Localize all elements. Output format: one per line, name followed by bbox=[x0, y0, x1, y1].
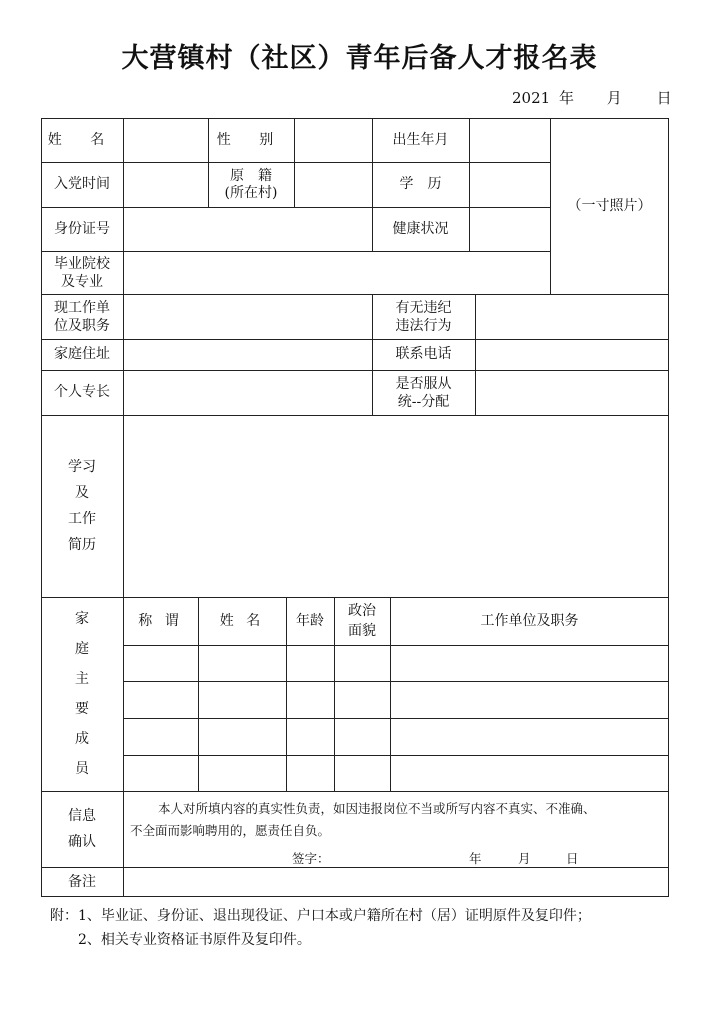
name-label: 姓 名 bbox=[47, 131, 117, 148]
origin-label: 原 籍 (所在村) bbox=[224, 167, 278, 201]
confirmation-text-2: 不全面而影响聘用的，愿责任自负。 bbox=[130, 823, 331, 838]
confirmation-label: 信息 确认 bbox=[68, 808, 96, 850]
school-label: 毕业院校 及专业 bbox=[54, 255, 110, 290]
date-month-label: 月 bbox=[606, 89, 622, 107]
form-title: 大营镇村（社区）青年后备人才报名表 bbox=[121, 43, 598, 74]
gender-label: 性 别 bbox=[216, 131, 286, 148]
family-header-name: 姓 名 bbox=[219, 612, 265, 629]
photo-placeholder: （一寸照片） bbox=[567, 197, 652, 214]
family-header-politics: 政治 面貌 bbox=[348, 603, 376, 639]
birth-label: 出生年月 bbox=[392, 131, 449, 148]
party-join-label: 入党时间 bbox=[54, 176, 110, 192]
id-number-label: 身份证号 bbox=[54, 220, 110, 237]
health-label: 健康状况 bbox=[392, 220, 449, 237]
note-line-2: 2、相关专业资格证书原件及复印件。 bbox=[78, 932, 311, 948]
resume-label: 学习 及 工作 简历 bbox=[68, 459, 96, 553]
violation-label: 有无违纪 违法行为 bbox=[395, 299, 452, 334]
education-label: 学 历 bbox=[399, 176, 442, 192]
confirmation-text-1: 本人对所填内容的真实性负责，如因违报岗位不当或所写内容不真实、不准确、 bbox=[158, 801, 596, 816]
skill-label: 个人专长 bbox=[54, 384, 110, 400]
family-header-work: 工作单位及职务 bbox=[480, 612, 579, 629]
signature-label: 签字： bbox=[292, 851, 330, 866]
date-day-label: 日 bbox=[656, 89, 672, 107]
assignment-label: 是否服从 统--分配 bbox=[395, 375, 452, 410]
family-header-age: 年龄 bbox=[296, 612, 324, 629]
address-label: 家庭住址 bbox=[54, 346, 110, 362]
remarks-label: 备注 bbox=[68, 873, 96, 890]
family-header-relation: 称 谓 bbox=[138, 612, 183, 629]
family-members-label: 家 庭 主 要 成 员 bbox=[75, 611, 89, 777]
confirmation-statement bbox=[130, 798, 660, 842]
date-year-label: 年 bbox=[558, 89, 574, 107]
date-year-value: 2021 bbox=[512, 89, 551, 107]
attachment-notes bbox=[50, 904, 591, 952]
confirm-year-label: 年 bbox=[469, 851, 482, 866]
form-date bbox=[512, 87, 672, 108]
note-line-1: 附：1、毕业证、身份证、退出现役证、户口本或户籍所在村（居）证明原件及复印件； bbox=[50, 908, 591, 924]
confirm-month-label: 月 bbox=[518, 851, 531, 866]
confirm-day-label: 日 bbox=[566, 851, 579, 866]
work-unit-label: 现工作单 位及职务 bbox=[54, 299, 110, 334]
phone-label: 联系电话 bbox=[395, 346, 452, 362]
